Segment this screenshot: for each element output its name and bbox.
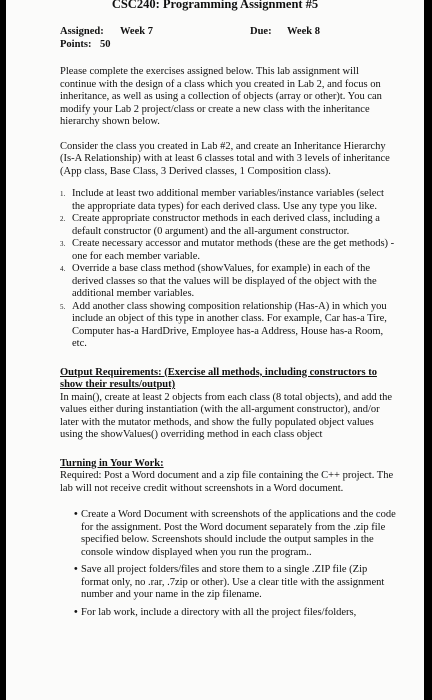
list-item <box>60 607 396 620</box>
list-item <box>60 238 396 263</box>
page-title: CSC240: Programming Assignment #5 <box>111 0 319 11</box>
list-item <box>60 509 396 559</box>
list-text: Save all project folders/files and store them to a single .ZIP file (Zip format only, no .rar, .7zip or other). Use a clear title with the assignment number and your name in the zip filename. <box>81 564 385 600</box>
list-item <box>60 564 396 602</box>
list-number: 2. <box>60 215 66 223</box>
assigned-label: Assigned: <box>60 26 104 37</box>
points-value: 50 <box>100 38 111 50</box>
list-item <box>60 188 396 213</box>
bullet-icon: • <box>74 509 78 520</box>
intro-paragraph: Please complete the exercises assigned below. This lab assignment will continue with the design of a class which you created in Lab 2, and focus on inheritance, as well as using a collection of objects (array or other)t. You can modify your Lab 2 project/class or create a new class with the inheritance hierarchy shown below. <box>60 66 382 127</box>
due-value: Week 8 <box>287 26 320 37</box>
bullet-icon: • <box>74 564 78 575</box>
points-label: Points: <box>60 38 92 50</box>
turnin-bullets <box>60 509 396 619</box>
list-text: Include at least two additional member variables/instance variables (select the appropriate data types) for each derived class. Use any type you like. <box>72 188 384 212</box>
list-number: 1. <box>60 190 66 198</box>
list-text: For lab work, include a directory with all the project files/folders, <box>81 606 357 618</box>
output-requirements-text: In main(), create at least 2 objects from each class (8 total objects), and add the values either during instantiation (with the all-argument constructor), and/or later with the mutator methods, and show the fully populated object values using the showValues() overriding method in each class object <box>60 391 393 440</box>
turnin-text: Required: Post a Word document and a zip file containing the C++ project. The lab will not receive credit without screenshots in a Word document. <box>60 470 394 494</box>
list-item <box>60 301 396 351</box>
list-text: Override a base class method (showValues, for example) in each of the derived classes so that the values will be displayed of the object with the additional member variables. <box>72 263 377 299</box>
list-number: 3. <box>60 240 66 248</box>
assigned-row <box>60 26 396 39</box>
turnin-heading: Turning in Your Work: <box>60 457 164 469</box>
due-label: Due: <box>250 26 272 37</box>
list-text: Create necessary accessor and mutator methods (these are the get methods) - one for each member variable. <box>72 238 395 262</box>
document-body <box>60 26 396 624</box>
list-text: Add another class showing composition relationship (Has-A) in which you include an object of this type in another class. For example, Car has-a Tire, Computer has-a HardDrive, Employee has-a Address, House has-a Room, etc. <box>72 300 387 349</box>
list-item <box>60 263 396 301</box>
list-text: Create appropriate constructor methods in each derived class, including a default constructor (0 argument) and the all-argument constructor. <box>72 213 380 237</box>
consider-paragraph: Consider the class you created in Lab #2, and create an Inheritance Hierarchy (Is-A Relationship) with at least 6 classes total and with 3 levels of inheritance (App class, Base Class, 3 Derived classes, 1 Composition class). <box>60 140 390 177</box>
bullet-icon: • <box>74 606 78 618</box>
document-page <box>6 0 424 700</box>
list-number: 4. <box>60 265 66 273</box>
list-number: 5. <box>60 302 66 311</box>
list-text: Create a Word Document with screenshots of the applications and the code for the assignment. Post the Word document separately from the .zip file specified below. Screenshots should include the output samples in the console window displayed when you run the program.. <box>81 509 396 558</box>
steps-list <box>60 188 396 351</box>
points-row <box>60 39 396 52</box>
assigned-value: Week 7 <box>120 26 153 37</box>
output-requirements-heading: Output Requirements: (Exercise all methods, including constructors to show their results/output) <box>60 366 377 390</box>
list-item <box>60 213 396 238</box>
